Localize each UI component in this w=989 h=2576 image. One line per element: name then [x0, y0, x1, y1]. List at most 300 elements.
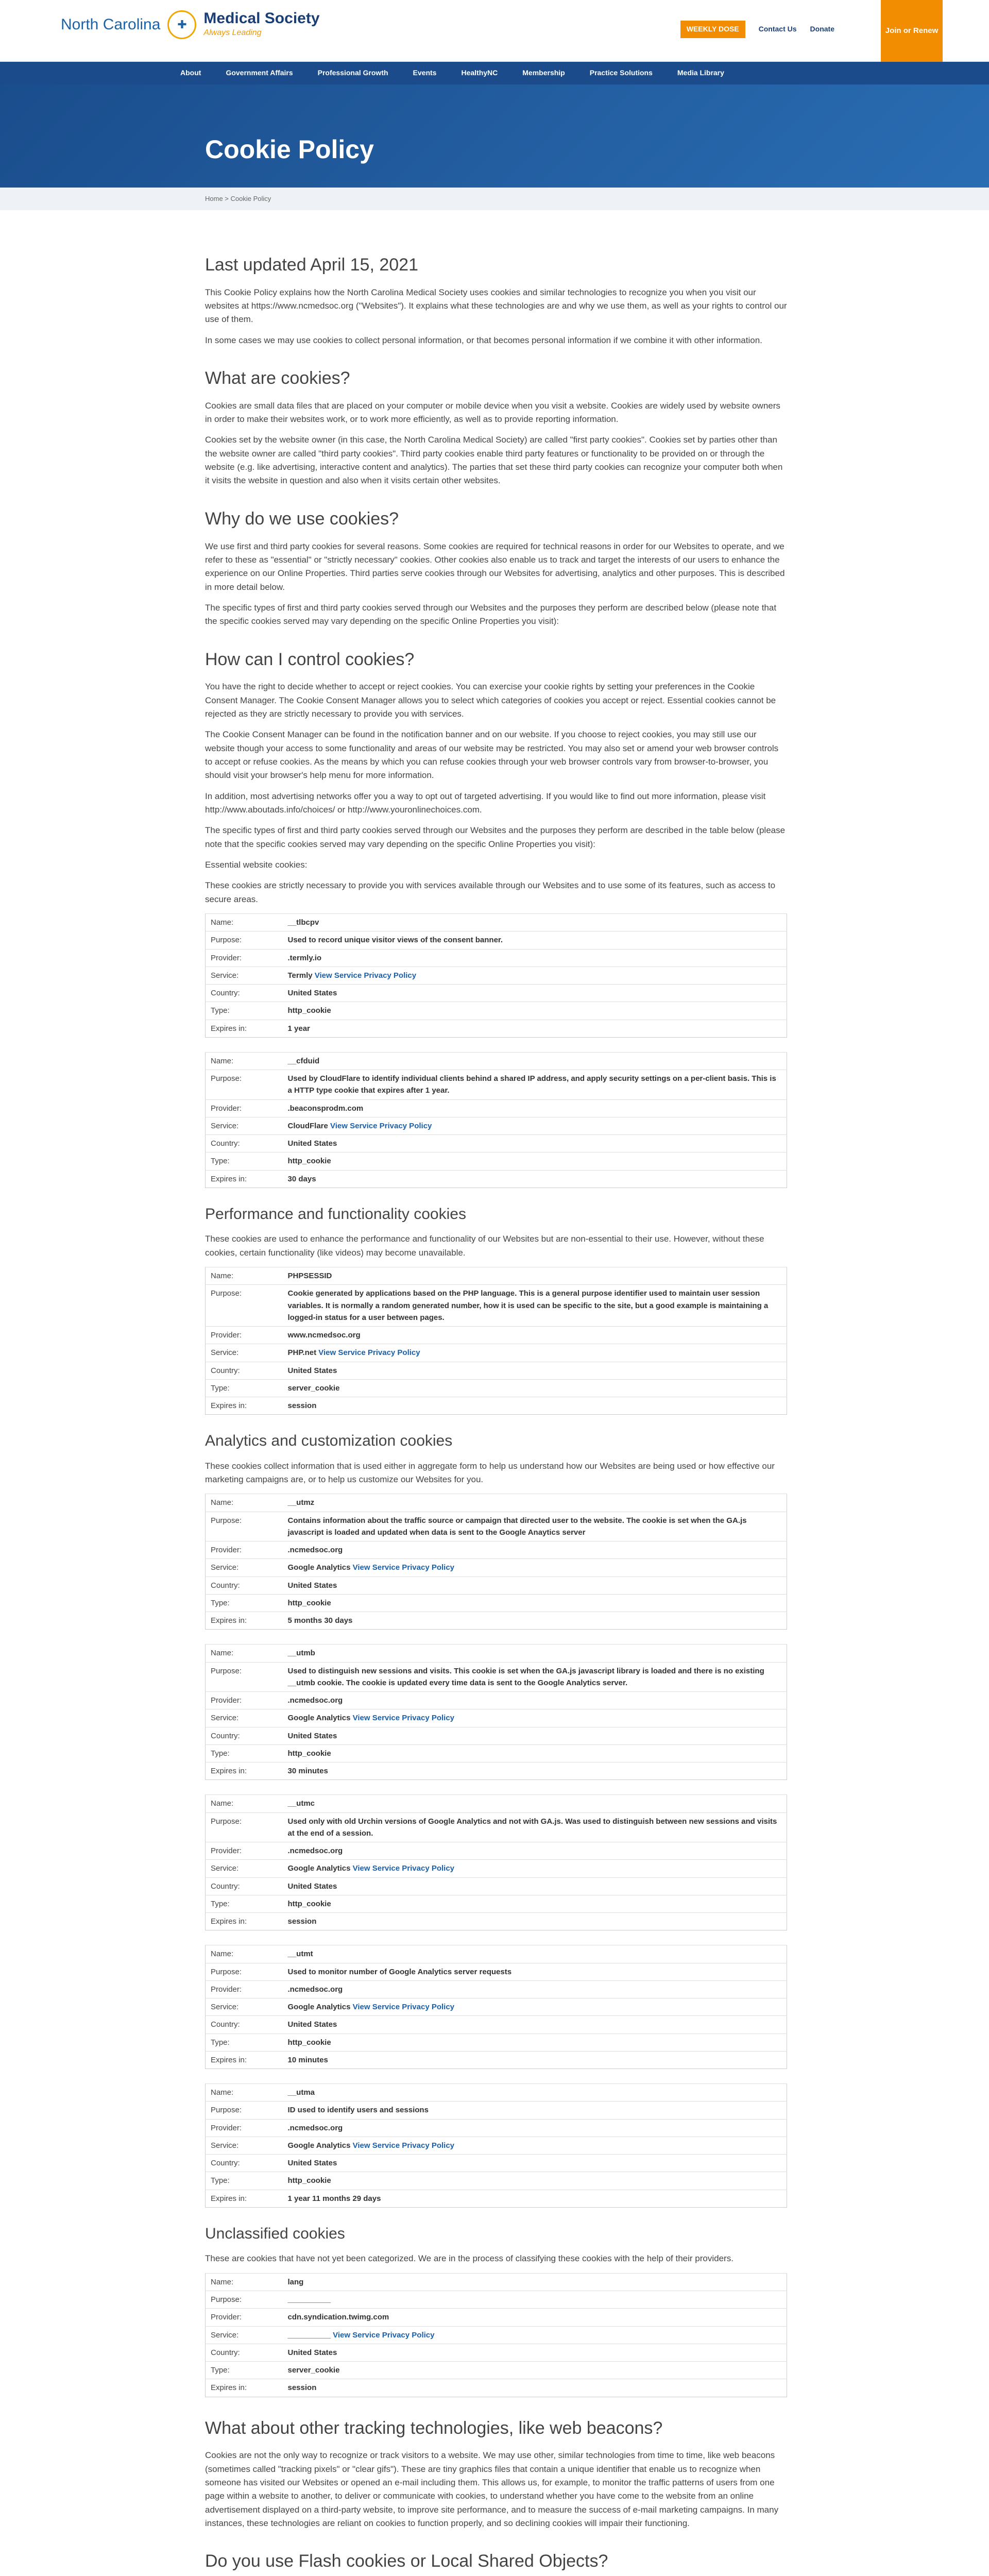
- cookie-row: [206, 2016, 787, 2033]
- cookie-field-value: [283, 1913, 787, 1930]
- cookie-country: United States: [287, 2020, 337, 2029]
- cookie-field-label: Provider:: [206, 1692, 283, 1709]
- cookie-country: United States: [287, 1731, 337, 1740]
- section-heading: Analytics and customization cookies: [205, 1432, 453, 1450]
- cookie-field-label: Country:: [206, 2155, 283, 2172]
- cookie-field-value: [283, 1397, 787, 1415]
- cookie-name: __tlbcpv: [287, 918, 319, 927]
- cookie-country: United States: [287, 1366, 337, 1375]
- cookie-field-label: Provider:: [206, 1980, 283, 1998]
- cookie-purpose: Used to monitor number of Google Analytics server requests: [287, 1967, 512, 1976]
- cookie-row: [206, 1052, 787, 1070]
- cookie-purpose: Used to record unique visitor views of the consent banner.: [287, 936, 503, 945]
- cookie-row: [206, 1895, 787, 1912]
- cookie-field-label: Expires in:: [206, 1170, 283, 1188]
- cookie-row: [206, 2172, 787, 2190]
- cookie-row: [206, 1541, 787, 1559]
- cookie-row: [206, 1344, 787, 1362]
- cookie-row: [206, 985, 787, 1002]
- cookie-row: [206, 1594, 787, 1612]
- nav-item[interactable]: Events: [413, 69, 437, 77]
- section-paragraph: The Cookie Consent Manager can be found in the notification banner and on our website. If you choose to reject cookies, you may still use our website though your access to some functionality and areas of our website may be restricted. You may also set or amend your web browser controls to accept or refuse cookies. As the means by which you can refuse cookies through your web browser controls vary from browser-to-browser, you should visit your browser's help menu for more information.: [205, 730, 779, 781]
- cookie-row: [206, 1692, 787, 1709]
- cookie-field-label: Expires in:: [206, 2379, 283, 2397]
- cookie-field-label: Country:: [206, 1727, 283, 1744]
- cookie-row: [206, 1744, 787, 1762]
- cookie-field-label: Country:: [206, 1362, 283, 1379]
- join-renew-button[interactable]: Join or Renew: [881, 0, 943, 62]
- cookie-service: Google Analytics: [287, 2141, 351, 2150]
- cookie-row: [206, 2033, 787, 2051]
- cookie-row: [206, 1945, 787, 1963]
- cookie-purpose: Used only with old Urchin versions of Google Analytics and not with GA.js. Was used to distinguish between new sessions and visits at the end of a session.: [287, 1817, 777, 1838]
- cookie-field-value: [283, 2119, 787, 2137]
- section-heading: What are cookies?: [205, 368, 350, 388]
- cookie-field-label: Type:: [206, 2362, 283, 2379]
- cookie-field-value: [283, 967, 787, 984]
- cookie-field-label: Type:: [206, 1153, 283, 1170]
- cookie-field-label: Purpose:: [206, 931, 283, 949]
- cookie-field-value: [283, 1285, 787, 1327]
- policy-sections: [205, 365, 787, 906]
- intro-paragraph: This Cookie Policy explains how the North Carolina Medical Society uses cookies and similar technologies to recognize you when you visit our websites at https://www.ncmedsoc.org ("Websites"). It explains what these technologies are and why we use them, as well as your rights to control our use of them.: [205, 287, 787, 325]
- cookie-row: [206, 1362, 787, 1379]
- cookie-field-label: Expires in:: [206, 1762, 283, 1780]
- cookie-field-value: [283, 1344, 787, 1362]
- cookie-purpose: Cookie generated by applications based on the PHP language. This is a general purpose identifier used to maintain user session variables. It is normally a random generated number, how it is used can be specific to the site, but a good example is maintaining a logged-in status for a user between pages.: [287, 1289, 769, 1322]
- cookie-provider: .ncmedsoc.org: [287, 2123, 343, 2132]
- cookie-field-value: [283, 1153, 787, 1170]
- cookie-row: [206, 1877, 787, 1895]
- cookie-name: __utma: [287, 2088, 315, 2097]
- section-paragraph: These are cookies that have not yet been categorized. We are in the process of classifying these cookies with the help of their providers.: [205, 2253, 734, 2264]
- cookie-row: [206, 1612, 787, 1630]
- cookie-service: CloudFlare: [287, 1121, 328, 1130]
- cookie-name: __utmt: [287, 1950, 313, 1959]
- policy-content: [205, 251, 787, 2576]
- donate-link[interactable]: Donate: [810, 25, 834, 33]
- cookie-country: United States: [287, 1139, 337, 1148]
- cookie-field-label: Expires in:: [206, 2051, 283, 2069]
- privacy-policy-link[interactable]: View Service Privacy Policy: [333, 2330, 435, 2340]
- nav-item[interactable]: Professional Growth: [317, 69, 388, 77]
- privacy-policy-link[interactable]: View Service Privacy Policy: [352, 1714, 455, 1723]
- section-paragraph: Cookies are small data files that are placed on your computer or mobile device when you visit a website. Cookies are widely used by website owners in order to make their websites work, or to work more efficiently, as well as to provide reporting information.: [205, 400, 780, 425]
- cookie-expires: session: [287, 1401, 317, 1410]
- cookie-field-value: [283, 2033, 787, 2051]
- cookie-field-label: Purpose:: [206, 2102, 283, 2119]
- cookie-country: United States: [287, 989, 337, 998]
- cookie-field-label: Country:: [206, 1577, 283, 1594]
- cookie-type: http_cookie: [287, 1749, 331, 1758]
- cookie-service: __________: [287, 2330, 331, 2340]
- cookie-expires: 1 year 11 months 29 days: [287, 2194, 381, 2203]
- hero-banner: [0, 84, 989, 188]
- cookie-row: [206, 1070, 787, 1100]
- cookie-field-value: [283, 949, 787, 967]
- cookie-field-value: [283, 1795, 787, 1812]
- cookie-field-value: [283, 1541, 787, 1559]
- site-header: [0, 0, 989, 62]
- cookie-field-value: [283, 2084, 787, 2102]
- section-paragraph: Cookies set by the website owner (in this case, the North Carolina Medical Society) are called "first party cookies". Cookies set by parties other than the website owner are called "third party cookies". Third party cookies enable third party features or functionality to be provided on or through the website (e.g. like advertising, interactive content and analytics). The parties that set these third party cookies can recognize your computer both when it visits the website in question and also when it visits certain other websites.: [205, 435, 783, 486]
- cookie-row: [206, 2119, 787, 2137]
- cookie-field-label: Name:: [206, 2084, 283, 2102]
- cookie-row: [206, 1645, 787, 1662]
- cookie-field-value: [283, 1877, 787, 1895]
- cookie-field-value: [283, 914, 787, 931]
- privacy-policy-link[interactable]: View Service Privacy Policy: [352, 1864, 455, 1873]
- cookie-table: [205, 1945, 787, 2069]
- cookie-field-label: Service:: [206, 1344, 283, 1362]
- cookie-row: [206, 1662, 787, 1692]
- cookie-field-label: Service:: [206, 1559, 283, 1577]
- cookie-service: Google Analytics: [287, 1714, 351, 1723]
- cookie-field-value: [283, 1117, 787, 1134]
- cookie-table: [205, 2273, 787, 2397]
- cookie-provider: .ncmedsoc.org: [287, 1985, 343, 1994]
- nav-item[interactable]: Membership: [522, 69, 565, 77]
- privacy-policy-link[interactable]: View Service Privacy Policy: [314, 971, 417, 980]
- cookie-row: [206, 1512, 787, 1541]
- cookie-row: [206, 1812, 787, 1842]
- privacy-policy-link[interactable]: View Service Privacy Policy: [352, 2141, 455, 2150]
- cookie-table: [205, 1052, 787, 1188]
- privacy-policy-link[interactable]: View Service Privacy Policy: [352, 1563, 455, 1572]
- cookie-type: http_cookie: [287, 1006, 331, 1015]
- cookie-row: [206, 1494, 787, 1512]
- cookie-field-label: Purpose:: [206, 2291, 283, 2309]
- cookie-field-label: Name:: [206, 1494, 283, 1512]
- cookie-field-value: [283, 2051, 787, 2069]
- cookie-field-value: [283, 2102, 787, 2119]
- page-title: Cookie Policy: [205, 135, 374, 164]
- cookie-field-label: Country:: [206, 2016, 283, 2033]
- section-paragraph: These cookies are used to enhance the performance and functionality of our Websites but are non-essential to their use. However, without these cookies, certain functionality (like videos) may become unavailable.: [205, 1234, 764, 1258]
- cookie-field-label: Purpose:: [206, 1512, 283, 1541]
- cookie-provider: .ncmedsoc.org: [287, 1546, 343, 1555]
- cookie-row: [206, 1963, 787, 1980]
- cookie-field-value: [283, 1099, 787, 1117]
- cookie-field-label: Service:: [206, 1860, 283, 1877]
- cookie-field-label: Service:: [206, 967, 283, 984]
- essential-cookies: [205, 913, 787, 1188]
- cookie-country: United States: [287, 1581, 337, 1590]
- cookie-field-label: Name:: [206, 1052, 283, 1070]
- section-paragraph: The specific types of first and third party cookies served through our Websites and the purposes they perform are described below (please note that the specific cookies served may vary depending on the specific Online Properties you visit):: [205, 602, 777, 626]
- cookie-row: [206, 2309, 787, 2326]
- cookie-provider: www.ncmedsoc.org: [287, 1331, 361, 1340]
- cookie-purpose: Used by CloudFlare to identify individual clients behind a shared IP address, and apply security settings on a per-client basis. This is a HTTP type cookie that expires after 1 year.: [287, 1074, 776, 1095]
- cookie-row: [206, 2137, 787, 2154]
- cookie-field-value: [283, 1945, 787, 1963]
- cookie-field-label: Expires in:: [206, 2190, 283, 2207]
- cookie-expires: 10 minutes: [287, 2055, 328, 2064]
- analytics-cookies: [205, 1494, 787, 2208]
- cookie-row: [206, 2190, 787, 2207]
- cookie-row: [206, 1709, 787, 1727]
- cookie-row: [206, 2102, 787, 2119]
- cookie-field-label: Expires in:: [206, 1397, 283, 1415]
- cookie-row: [206, 2344, 787, 2361]
- cookie-field-label: Purpose:: [206, 1662, 283, 1692]
- cookie-field-label: Name:: [206, 2273, 283, 2291]
- privacy-policy-link[interactable]: View Service Privacy Policy: [352, 2003, 455, 2012]
- cookie-row: [206, 1913, 787, 1930]
- cookie-purpose: __________: [287, 2295, 331, 2304]
- cookie-field-label: Type:: [206, 1895, 283, 1912]
- cookie-field-label: Provider:: [206, 949, 283, 967]
- cookie-row: [206, 1267, 787, 1285]
- cookie-expires: 30 days: [287, 1174, 316, 1183]
- privacy-policy-link[interactable]: View Service Privacy Policy: [318, 1348, 420, 1358]
- cookie-purpose: Used to distinguish new sessions and visits. This cookie is set when the GA.js javascript library is loaded and there is no existing __utmb cookie. The cookie is updated every time data is sent to the Google Analytics server.: [287, 1666, 764, 1687]
- closing-sections: [205, 2415, 787, 2576]
- cookie-field-label: Service:: [206, 2326, 283, 2344]
- breadcrumb: Home > Cookie Policy: [0, 188, 989, 210]
- cookie-row: [206, 949, 787, 967]
- unclassified-cookies: [205, 2273, 787, 2397]
- cookie-field-label: Provider:: [206, 1541, 283, 1559]
- section-paragraph: Cookies are not the only way to recognize or track visitors to a website. We may use other, similar technologies from time to time, like web beacons (sometimes called "tracking pixels" or "clear gifs"). These are tiny graphics files that contain a unique identifier that enable us to recognize when someone has visited our Websites or opened an e-mail including them. This allows us, for example, to monitor the traffic patterns of users from one page within a website to another, to deliver or communicate with cookies, to understand whether you have come to the website from an online advertisement displayed on a third-party website, to improve site performance, and to measure the success of e-mail marketing campaigns. In many instances, these technologies are reliant on cookies to function properly, and so declining cookies will impair their functioning.: [205, 2450, 779, 2528]
- cookie-field-label: Service:: [206, 1709, 283, 1727]
- cookie-row: [206, 1170, 787, 1188]
- cookie-field-label: Name:: [206, 1645, 283, 1662]
- cookie-field-label: Type:: [206, 2033, 283, 2051]
- cookie-name: __cfduid: [287, 1056, 320, 1065]
- cookie-field-value: [283, 1727, 787, 1744]
- section-heading: What about other tracking technologies, like web beacons?: [205, 2418, 663, 2438]
- cookie-row: [206, 1153, 787, 1170]
- nav-item[interactable]: About: [180, 69, 201, 77]
- cookie-type: http_cookie: [287, 2038, 331, 2047]
- nav-item[interactable]: Practice Solutions: [589, 69, 653, 77]
- section-heading: Why do we use cookies?: [205, 509, 399, 529]
- cookie-field-label: Provider:: [206, 2309, 283, 2326]
- cookie-field-label: Type:: [206, 1002, 283, 1020]
- cookie-field-value: [283, 1692, 787, 1709]
- cookie-row: [206, 1020, 787, 1037]
- cookie-field-value: [283, 2273, 787, 2291]
- cookie-expires: 1 year: [287, 1024, 310, 1033]
- cookie-field-value: [283, 2344, 787, 2361]
- section-paragraph: These cookies are strictly necessary to provide you with services available through our Websites and to use some of its features, such as access to secure areas.: [205, 880, 776, 904]
- cookie-field-label: Service:: [206, 2137, 283, 2154]
- contact-link[interactable]: Contact Us: [758, 25, 797, 33]
- cookie-type: server_cookie: [287, 2366, 340, 2375]
- section-paragraph: You have the right to decide whether to accept or reject cookies. You can exercise your cookie rights by setting your preferences in the Cookie Consent Manager. The Cookie Consent Manager allows you to select which categories of cookies you accept or reject. Essential cookies cannot be rejected as they are strictly necessary to provide you with services.: [205, 682, 776, 719]
- weekly-dose-link[interactable]: WEEKLY DOSE: [680, 21, 745, 38]
- cookie-field-value: [283, 1002, 787, 1020]
- cookie-row: [206, 1397, 787, 1415]
- cookie-row: [206, 1327, 787, 1344]
- cookie-field-label: Purpose:: [206, 1070, 283, 1100]
- cookie-field-value: [283, 1963, 787, 1980]
- cookie-row: [206, 931, 787, 949]
- cookie-provider: cdn.syndication.twimg.com: [287, 2313, 389, 2322]
- cookie-row: [206, 1285, 787, 1327]
- cookie-country: United States: [287, 1882, 337, 1891]
- cookie-field-value: [283, 2137, 787, 2154]
- cookie-expires: session: [287, 2383, 317, 2393]
- cookie-field-value: [283, 2172, 787, 2190]
- cookie-row: [206, 1559, 787, 1577]
- cookie-field-label: Provider:: [206, 1842, 283, 1860]
- cookie-field-value: [283, 1612, 787, 1630]
- cookie-field-label: Name:: [206, 1945, 283, 1963]
- cookie-row: [206, 2084, 787, 2102]
- cookie-field-label: Service:: [206, 1117, 283, 1134]
- cookie-row: [206, 967, 787, 984]
- cookie-row: [206, 1099, 787, 1117]
- cookie-row: [206, 1727, 787, 1744]
- cookie-name: __utmz: [287, 1498, 315, 1507]
- cookie-field-label: Expires in:: [206, 1020, 283, 1037]
- cookie-type: http_cookie: [287, 1157, 331, 1166]
- cookie-field-value: [283, 931, 787, 949]
- main-nav: [0, 62, 989, 84]
- cookie-field-value: [283, 2190, 787, 2207]
- cookie-service: Termly: [287, 971, 313, 980]
- cookie-row: [206, 2291, 787, 2309]
- cookie-field-value: [283, 1980, 787, 1998]
- cookie-field-label: Purpose:: [206, 1963, 283, 1980]
- cookie-field-value: [283, 1594, 787, 1612]
- cookie-field-value: [283, 1842, 787, 1860]
- cookie-row: [206, 1762, 787, 1780]
- cookie-field-label: Type:: [206, 1744, 283, 1762]
- cookie-field-label: Service:: [206, 1998, 283, 2016]
- cookie-field-value: [283, 1860, 787, 1877]
- cookie-field-label: Name:: [206, 914, 283, 931]
- cookie-table: [205, 1494, 787, 1630]
- cookie-field-value: [283, 1998, 787, 2016]
- section-heading: Performance and functionality cookies: [205, 1205, 466, 1223]
- cookie-row: [206, 2379, 787, 2397]
- cookie-field-value: [283, 2326, 787, 2344]
- nav-item[interactable]: Media Library: [677, 69, 724, 77]
- logo-text-left: North Carolina: [61, 15, 161, 33]
- cookie-field-value: [283, 985, 787, 1002]
- cookie-service: Google Analytics: [287, 1563, 351, 1572]
- cookie-field-value: [283, 1559, 787, 1577]
- cookie-field-label: Purpose:: [206, 1812, 283, 1842]
- cookie-name: __utmc: [287, 1799, 315, 1808]
- section-paragraph: We use first and third party cookies for several reasons. Some cookies are required for technical reasons in order for our Websites to operate, and we refer to these as "essential" or "strictly necessary" cookies. Other cookies also enable us to track and target the interests of our users to enhance the experience on our Online Properties. Third parties serve cookies through our Websites for advertising, analytics and other purposes. This is described in more detail below.: [205, 541, 785, 592]
- cookie-field-label: Provider:: [206, 1327, 283, 1344]
- utility-links: [680, 21, 834, 38]
- cookie-field-label: Type:: [206, 1379, 283, 1397]
- cookie-purpose: ID used to identify users and sessions: [287, 2106, 429, 2115]
- cookie-table: [205, 1267, 787, 1415]
- section-heading: Do you use Flash cookies or Local Shared Objects?: [205, 2551, 608, 2571]
- cookie-field-value: [283, 1895, 787, 1912]
- section-paragraph: In addition, most advertising networks offer you a way to opt out of targeted advertising. If you would like to find out more information, please visit http://www.aboutads.info/choices/ or http://www.youronlinechoices.com.: [205, 791, 766, 815]
- cookie-service: PHP.net: [287, 1348, 317, 1358]
- logo-tagline: Always Leading: [203, 28, 262, 37]
- cookie-field-value: [283, 1379, 787, 1397]
- site-logo[interactable]: [61, 10, 320, 39]
- cookie-field-label: Provider:: [206, 2119, 283, 2137]
- cookie-expires: session: [287, 1917, 317, 1926]
- cookie-type: http_cookie: [287, 1899, 331, 1908]
- cookie-field-label: Type:: [206, 2172, 283, 2190]
- cookie-row: [206, 1002, 787, 1020]
- last-updated: Last updated April 15, 2021: [205, 255, 418, 275]
- cookie-country: United States: [287, 2159, 337, 2168]
- cookie-row: [206, 1842, 787, 1860]
- logo-text-right: Medical Society: [203, 10, 320, 27]
- cookie-field-value: [283, 1135, 787, 1153]
- section-heading: Unclassified cookies: [205, 2225, 345, 2242]
- cookie-type: http_cookie: [287, 2176, 331, 2185]
- cookie-field-label: Purpose:: [206, 1285, 283, 1327]
- cookie-field-value: [283, 1070, 787, 1100]
- cookie-field-label: Country:: [206, 1135, 283, 1153]
- section-heading: How can I control cookies?: [205, 649, 415, 669]
- cookie-field-label: Name:: [206, 1795, 283, 1812]
- cookie-field-value: [283, 1020, 787, 1037]
- cookie-purpose: Contains information about the traffic source or campaign that directed user to the website. The cookie is set when the GA.js javascript is loaded and updated when data is sent to the Google Anaytics server: [287, 1516, 747, 1537]
- cookie-row: [206, 2326, 787, 2344]
- section-paragraph: Essential website cookies:: [205, 860, 308, 870]
- cookie-table: [205, 1644, 787, 1780]
- cookie-table: [205, 2083, 787, 2208]
- cookie-field-value: [283, 1170, 787, 1188]
- cookie-field-value: [283, 2362, 787, 2379]
- cookie-field-label: Country:: [206, 2344, 283, 2361]
- cookie-field-value: [283, 1662, 787, 1692]
- seal-icon: ✚: [167, 10, 196, 39]
- cookie-field-value: [283, 2379, 787, 2397]
- cookie-provider: .ncmedsoc.org: [287, 1696, 343, 1705]
- cookie-row: [206, 1379, 787, 1397]
- cookie-row: [206, 2051, 787, 2069]
- cookie-row: [206, 1795, 787, 1812]
- cookie-row: [206, 1860, 787, 1877]
- cookie-field-label: Provider:: [206, 1099, 283, 1117]
- cookie-field-label: Expires in:: [206, 1612, 283, 1630]
- cookie-row: [206, 2273, 787, 2291]
- cookie-table: [205, 1794, 787, 1930]
- cookie-field-value: [283, 1362, 787, 1379]
- cookie-name: __utmb: [287, 1649, 315, 1658]
- cookie-provider: .beaconsprodm.com: [287, 1104, 364, 1113]
- cookie-field-value: [283, 2016, 787, 2033]
- cookie-service: Google Analytics: [287, 1864, 351, 1873]
- cookie-row: [206, 1577, 787, 1594]
- section-paragraph: The specific types of first and third party cookies served through our Websites and the purposes they perform are described in the table below (please note that the specific cookies served may vary depending on the specific Online Properties you visit):: [205, 825, 786, 849]
- cookie-row: [206, 1117, 787, 1134]
- cookie-field-label: Country:: [206, 1877, 283, 1895]
- cookie-country: United States: [287, 2348, 337, 2357]
- cookie-type: http_cookie: [287, 1598, 331, 1607]
- nav-item[interactable]: Government Affairs: [226, 69, 293, 77]
- cookie-expires: 30 minutes: [287, 1767, 328, 1776]
- privacy-policy-link[interactable]: View Service Privacy Policy: [330, 1121, 432, 1130]
- cookie-field-value: [283, 2291, 787, 2309]
- cookie-row: [206, 2362, 787, 2379]
- cookie-row: [206, 2155, 787, 2172]
- cookie-type: server_cookie: [287, 1383, 340, 1393]
- nav-item[interactable]: HealthyNC: [461, 69, 498, 77]
- cookie-table: [205, 913, 787, 1038]
- cookie-field-label: Type:: [206, 1594, 283, 1612]
- cookie-field-value: [283, 1812, 787, 1842]
- cookie-name: PHPSESSID: [287, 1272, 332, 1280]
- cookie-expires: 5 months 30 days: [287, 1616, 353, 1625]
- cookie-field-value: [283, 1512, 787, 1541]
